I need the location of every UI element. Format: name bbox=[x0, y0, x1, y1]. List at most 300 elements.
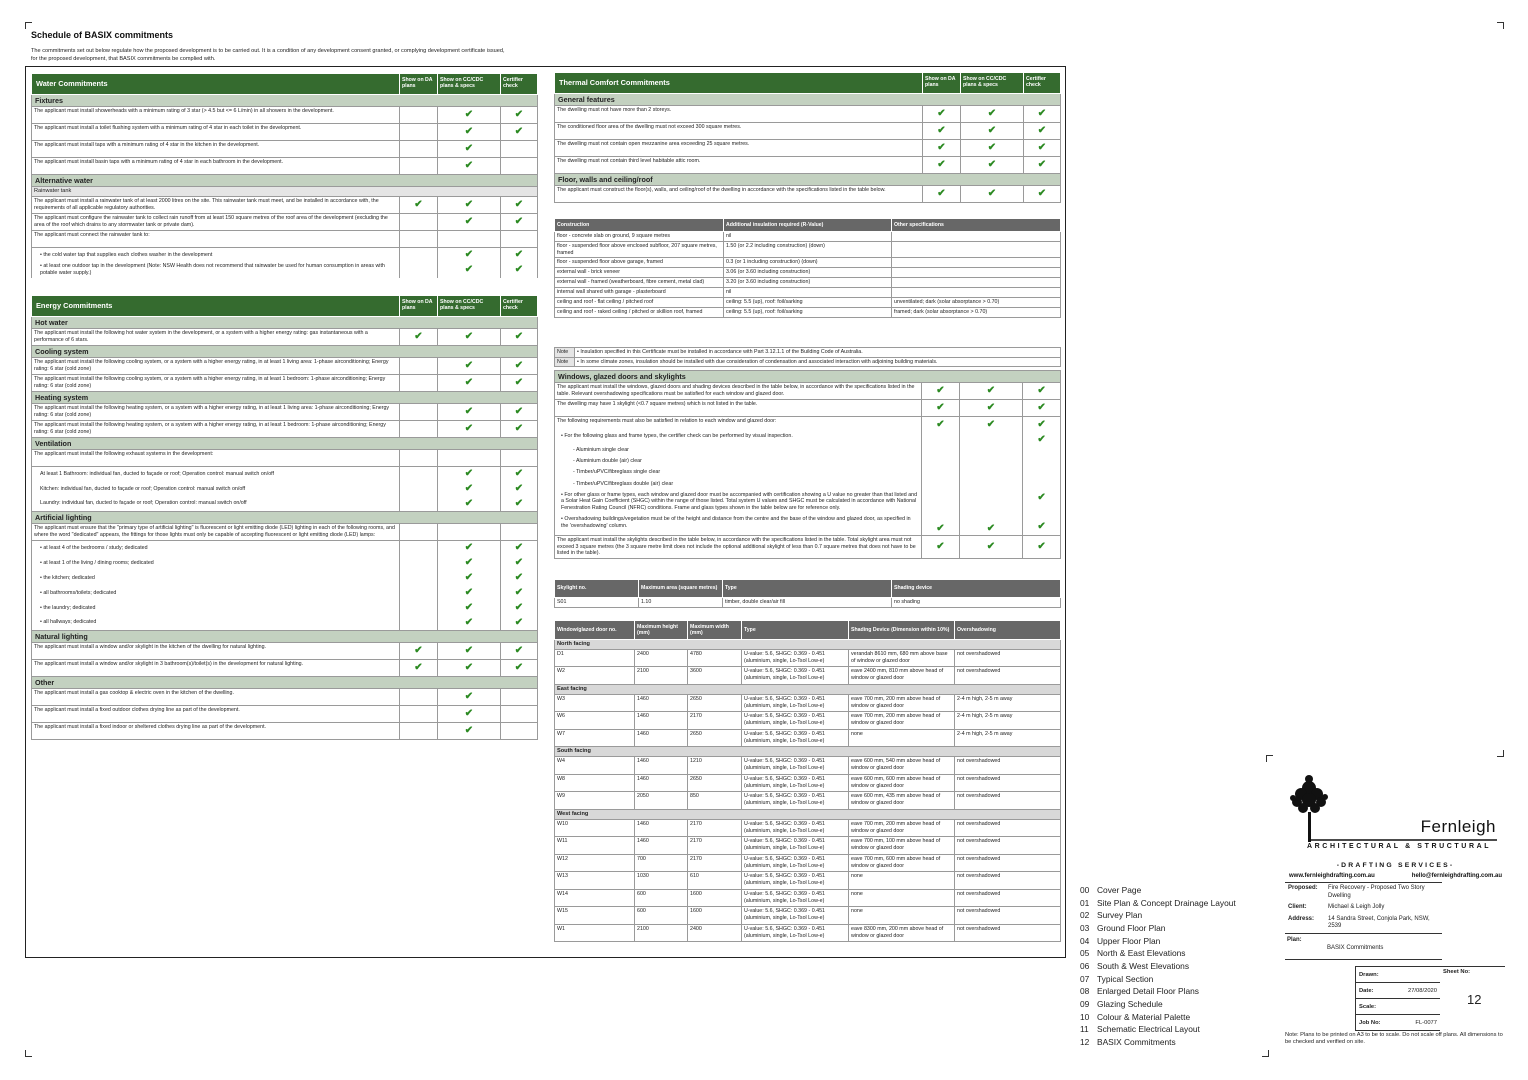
tick-cell bbox=[400, 467, 438, 482]
commitment-row bbox=[32, 107, 538, 124]
window-row bbox=[555, 667, 1061, 685]
crop-mark bbox=[25, 22, 32, 29]
check-icon: ✔ bbox=[514, 557, 524, 568]
window-cell: W4 bbox=[555, 757, 635, 775]
check-icon: ✔ bbox=[464, 264, 474, 276]
category-label: Cooling system bbox=[32, 346, 538, 358]
commitment-text: • at least 1 of the living / dining rooms; dedicated bbox=[32, 556, 400, 571]
commitment-text: • at least 4 of the bedrooms / study; dedicated bbox=[32, 541, 400, 556]
check-icon: ✔ bbox=[464, 143, 474, 154]
drawing-list-item[interactable] bbox=[1080, 897, 1236, 910]
commitment-text: The applicant must configure the rainwater tank to collect rain runoff from at least 150 square metres of the roof area of the development (excluding the area of the roof which drains to any stormwater tank or private dam). bbox=[32, 213, 400, 230]
tick-cell bbox=[923, 106, 961, 123]
check-icon: ✔ bbox=[514, 572, 524, 583]
window-cell: 700 bbox=[635, 854, 688, 872]
tick-cell bbox=[501, 706, 538, 723]
commitment-text: The applicant must install a window and/or skylight in the kitchen of the dwelling for natural lighting. bbox=[32, 643, 400, 660]
check-icon: ✔ bbox=[1037, 540, 1046, 552]
window-row bbox=[555, 757, 1061, 775]
window-cell: verandah 8610 mm, 680 mm above base of window or glazed door bbox=[849, 649, 955, 667]
window-cell: not overshadowed bbox=[955, 907, 1061, 925]
commitment-text: Laundry: individual fan, ducted to façade or roof; Operation control: manual switch on/off bbox=[32, 497, 400, 512]
window-row bbox=[555, 694, 1061, 712]
check-icon: ✔ bbox=[936, 385, 945, 396]
commitment-text: The applicant must install a gas cooktop & electric oven in the kitchen of the dwelling. bbox=[32, 689, 400, 706]
drawing-number: 05 bbox=[1080, 948, 1090, 959]
window-cell: 610 bbox=[688, 872, 742, 890]
page-title: Schedule of BASIX commitments bbox=[31, 30, 174, 40]
commitment-text: The applicant must construct the floor(s), walls, and ceiling/roof of the dwelling in accordance with the specifications listed in the table below. bbox=[555, 186, 923, 203]
tick-cell bbox=[501, 689, 538, 706]
check-icon: ✔ bbox=[464, 708, 474, 719]
tick-cell bbox=[961, 157, 1024, 174]
drawing-name: South & West Elevations bbox=[1097, 960, 1190, 971]
category-label: Heating system bbox=[32, 392, 538, 404]
window-row bbox=[555, 907, 1061, 925]
window-cell: W12 bbox=[555, 854, 635, 872]
tick-cell bbox=[501, 541, 538, 556]
skylight-col-header: Maximum area (square metres) bbox=[639, 580, 723, 598]
tick-cell bbox=[501, 230, 538, 247]
tick-cell bbox=[400, 723, 438, 740]
commitment-text: • the cold water tap that supplies each clothes washer in the development bbox=[32, 247, 400, 262]
check-icon: ✔ bbox=[464, 126, 474, 137]
window-cell: none bbox=[849, 907, 955, 925]
drawing-name: Schematic Electrical Layout bbox=[1097, 1024, 1200, 1035]
construction-row bbox=[555, 278, 1061, 288]
section-header bbox=[32, 74, 538, 95]
check-icon: ✔ bbox=[514, 497, 524, 509]
check-icon: ✔ bbox=[514, 587, 524, 598]
category-row bbox=[32, 631, 538, 643]
check-icon: ✔ bbox=[464, 542, 474, 554]
check-icon: ✔ bbox=[986, 523, 996, 534]
window-row bbox=[555, 837, 1061, 855]
tick-cell bbox=[501, 450, 538, 467]
tick-cell bbox=[400, 524, 438, 541]
drawing-list-item[interactable] bbox=[1080, 1011, 1236, 1024]
drawing-list-item[interactable] bbox=[1080, 935, 1236, 948]
tick-cell bbox=[438, 421, 501, 438]
drawing-number: 09 bbox=[1080, 998, 1090, 1009]
window-cell: 1600 bbox=[688, 907, 742, 925]
check-icon: ✔ bbox=[986, 419, 996, 430]
construction-cell: floor - suspended floor above garage, framed bbox=[555, 258, 724, 268]
construction-table bbox=[554, 218, 1060, 318]
drawing-name: North & East Elevations bbox=[1097, 948, 1186, 959]
commitment-row bbox=[32, 524, 538, 541]
commitment-row bbox=[32, 586, 538, 601]
commitment-text: The dwelling must not contain third level habitable attic room. bbox=[555, 157, 923, 174]
tick-cell bbox=[1024, 186, 1061, 203]
tick-cell bbox=[1023, 383, 1061, 400]
tick-cell bbox=[923, 186, 961, 203]
window-cell: eave 700 mm, 600 mm above head of window or glazed door bbox=[849, 854, 955, 872]
commitment-row bbox=[555, 186, 1061, 203]
tick-cell bbox=[501, 723, 538, 740]
window-cell: eave 700 mm, 100 mm above head of window or glazed door bbox=[849, 837, 955, 855]
drawing-list-item[interactable] bbox=[1080, 1036, 1236, 1049]
category-row bbox=[32, 392, 538, 404]
firm-name: Fernleigh bbox=[1420, 817, 1496, 836]
window-cell: not overshadowed bbox=[955, 649, 1061, 667]
crop-mark bbox=[25, 1050, 32, 1057]
window-cell: W2 bbox=[555, 667, 635, 685]
tick-cell bbox=[438, 616, 501, 631]
check-icon: ✔ bbox=[464, 572, 474, 583]
thermal-commitments bbox=[554, 72, 1060, 203]
skylight-cell: S01 bbox=[555, 598, 639, 608]
category-row bbox=[555, 94, 1061, 106]
tick-cell bbox=[960, 400, 1023, 417]
tick-cell bbox=[400, 230, 438, 247]
window-cell: eave 600 mm, 540 mm above head of window or glazed door bbox=[849, 757, 955, 775]
tick-cell bbox=[1024, 140, 1061, 157]
window-cell: not overshadowed bbox=[955, 854, 1061, 872]
window-cell: U-value: 5.6, SHGC: 0.369 - 0.451 (aluminium, single, Lo-Tsol Low-e) bbox=[742, 729, 849, 747]
tick-cell bbox=[960, 383, 1023, 400]
tick-cell bbox=[438, 158, 501, 175]
construction-cell bbox=[892, 242, 1061, 258]
window-cell: W11 bbox=[555, 837, 635, 855]
check-icon: ✔ bbox=[464, 483, 474, 494]
drawing-list-item[interactable] bbox=[1080, 884, 1236, 897]
check-icon: ✔ bbox=[514, 215, 524, 227]
glass-type-item: - Timber/uPVC/fibreglass single clear bbox=[573, 469, 661, 476]
window-cell: eave 2400 mm, 810 mm above head of window or glazed door bbox=[849, 667, 955, 685]
check-icon: ✔ bbox=[414, 198, 423, 210]
window-cell: U-value: 5.6, SHGC: 0.369 - 0.451 (aluminium, single, Lo-Tsol Low-e) bbox=[742, 907, 849, 925]
check-icon: ✔ bbox=[464, 331, 474, 342]
window-cell: U-value: 5.6, SHGC: 0.369 - 0.451 (aluminium, single, Lo-Tsol Low-e) bbox=[742, 667, 849, 685]
drawing-name: Glazing Schedule bbox=[1097, 998, 1163, 1009]
check-icon: ✔ bbox=[1037, 402, 1046, 413]
sheet-meta bbox=[1355, 966, 1505, 1026]
check-icon: ✔ bbox=[514, 662, 524, 673]
commitment-row bbox=[555, 106, 1061, 123]
window-row bbox=[555, 792, 1061, 810]
commitment-row bbox=[32, 616, 538, 631]
construction-row bbox=[555, 268, 1061, 278]
column-header-cc: Show on CC/CDC plans & specs bbox=[438, 74, 501, 95]
check-icon: ✔ bbox=[464, 725, 474, 736]
window-cell: 1600 bbox=[688, 889, 742, 907]
window-cell: W13 bbox=[555, 872, 635, 890]
tick-cell bbox=[501, 141, 538, 158]
window-cell: none bbox=[849, 889, 955, 907]
tick-cell bbox=[438, 556, 501, 571]
windows-commitments bbox=[554, 370, 1060, 559]
window-cell: none bbox=[849, 729, 955, 747]
category-label: Ventilation bbox=[32, 438, 538, 450]
category-label: Alternative water bbox=[32, 175, 538, 187]
tick-cell bbox=[400, 571, 438, 586]
category-row bbox=[555, 174, 1061, 186]
commitment-row bbox=[32, 375, 538, 392]
check-icon: ✔ bbox=[936, 523, 945, 534]
window-cell: W3 bbox=[555, 694, 635, 712]
firm-services: -DRAFTING SERVICES- bbox=[1336, 862, 1455, 869]
tick-cell bbox=[438, 571, 501, 586]
drawing-list-item[interactable] bbox=[1080, 985, 1236, 998]
plan-value: BASIX Commitments bbox=[1327, 944, 1384, 951]
commitment-row bbox=[32, 124, 538, 141]
check-icon: ✔ bbox=[987, 142, 997, 153]
tick-cell bbox=[438, 586, 501, 601]
commitment-row bbox=[32, 158, 538, 175]
drawing-list-item[interactable] bbox=[1080, 947, 1236, 960]
commitment-row bbox=[555, 536, 1061, 559]
drawing-list-item[interactable] bbox=[1080, 922, 1236, 935]
tick-cell bbox=[501, 601, 538, 616]
check-icon: ✔ bbox=[514, 264, 524, 276]
construction-cell bbox=[892, 258, 1061, 268]
commitment-text: The applicant must install a fixed indoor or sheltered clothes drying line as part of the development. bbox=[32, 723, 400, 740]
check-icon: ✔ bbox=[937, 125, 946, 136]
window-cell: eave 700 mm, 200 mm above head of window or glazed door bbox=[849, 819, 955, 837]
glazing-col-header: Maximum width (mm) bbox=[688, 621, 742, 640]
window-cell: 1460 bbox=[635, 837, 688, 855]
orientation-row bbox=[555, 684, 1061, 694]
window-cell: eave 600 mm, 435 mm above head of window or glazed door bbox=[849, 792, 955, 810]
window-cell: 3600 bbox=[688, 667, 742, 685]
tick-cell bbox=[923, 123, 961, 140]
drawing-list bbox=[1080, 884, 1236, 1049]
date-value: 27/08/2020 bbox=[1407, 987, 1437, 994]
tick-cell bbox=[400, 616, 438, 631]
check-icon: ✔ bbox=[1037, 125, 1047, 136]
window-cell: not overshadowed bbox=[955, 667, 1061, 685]
window-cell: 2400 bbox=[688, 924, 742, 942]
orientation-label: North facing bbox=[555, 640, 1061, 650]
tick-cell bbox=[438, 124, 501, 141]
commitment-row bbox=[555, 417, 1061, 536]
commitment-text: The applicant must install the windows, glazed doors and shading devices described in the table below, in accordance with the specifications listed in the table. Relevant overshadowing specifications must be satisfied for each window and glazed door. bbox=[555, 383, 922, 400]
category-label: Fixtures bbox=[32, 95, 538, 107]
tick-cell bbox=[438, 404, 501, 421]
window-cell: 1460 bbox=[635, 712, 688, 730]
window-cell: W9 bbox=[555, 792, 635, 810]
commitment-text: The dwelling may have 1 skylight (<0.7 square metres) which is not listed in the table. bbox=[555, 400, 922, 417]
tick-cell bbox=[400, 329, 438, 346]
section-title: Energy Commitments bbox=[32, 296, 400, 317]
tick-cell bbox=[1024, 123, 1061, 140]
check-icon: ✔ bbox=[987, 188, 997, 199]
check-icon: ✔ bbox=[1037, 159, 1047, 170]
tick-cell bbox=[960, 536, 1023, 559]
tick-cell bbox=[400, 706, 438, 723]
check-icon: ✔ bbox=[414, 331, 423, 342]
window-cell: not overshadowed bbox=[955, 757, 1061, 775]
commitment-text: The applicant must install basin taps with a minimum rating of 4 star in each bathroom in the development. bbox=[32, 158, 400, 175]
tick-cell bbox=[501, 643, 538, 660]
sheet-box bbox=[1440, 966, 1505, 1026]
check-icon: ✔ bbox=[987, 159, 997, 170]
construction-row bbox=[555, 308, 1061, 318]
project-info bbox=[1285, 882, 1442, 934]
tick-cell bbox=[501, 524, 538, 541]
note-text: • In some climate zones, insulation should be installed with due consideration of condensation and associated interaction with adjoining building materials. bbox=[575, 357, 1061, 367]
drawing-name: Upper Floor Plan bbox=[1097, 935, 1161, 946]
tick-cell bbox=[501, 107, 538, 124]
tick-cell bbox=[501, 329, 538, 346]
commitment-text: The applicant must install a rainwater tank of at least 2000 litres on the site. This rainwater tank must meet, and be installed in accordance with, the requirements of all applicable regulatory authorities. bbox=[32, 196, 400, 213]
commitment-row bbox=[555, 157, 1061, 174]
tick-cell bbox=[438, 467, 501, 482]
drawing-list-item[interactable] bbox=[1080, 909, 1236, 922]
column-header-da: Show on DA plans bbox=[400, 74, 438, 95]
window-cell: U-value: 5.6, SHGC: 0.369 - 0.451 (aluminium, single, Lo-Tsol Low-e) bbox=[742, 819, 849, 837]
note-text: • Insulation specified in this Certificate must be installed in accordance with Part 3.12.1.1 of the Building Code of Australia. bbox=[575, 348, 1061, 358]
job-value: FL-0077 bbox=[1415, 1019, 1437, 1026]
window-cell: 2170 bbox=[688, 819, 742, 837]
tick-cell bbox=[400, 158, 438, 175]
drawing-name: BASIX Commitments bbox=[1097, 1036, 1176, 1047]
subcategory-row bbox=[32, 187, 538, 197]
window-cell: eave 8300 mm, 200 mm above head of window or glazed door bbox=[849, 924, 955, 942]
tick-cell bbox=[501, 247, 538, 262]
tick-cell bbox=[400, 375, 438, 392]
construction-cell: 0.3 (or 1 including construction) (down) bbox=[724, 258, 892, 268]
tick-cell bbox=[501, 421, 538, 438]
window-row bbox=[555, 774, 1061, 792]
tick-cell bbox=[400, 107, 438, 124]
commitment-text: The applicant must install the following heating system, or a system with a higher energy rating, in at least 1 living area: 1-phase airconditioning; Energy rating: 6 star (cold zone) bbox=[32, 404, 400, 421]
firm-website[interactable]: www.fernleighdrafting.com.au bbox=[1289, 873, 1375, 879]
tick-cell bbox=[1024, 157, 1061, 174]
check-icon: ✔ bbox=[1037, 419, 1046, 430]
construction-cell: nil bbox=[724, 288, 892, 298]
commitment-row bbox=[32, 497, 538, 512]
window-cell: D1 bbox=[555, 649, 635, 667]
commitment-text: The applicant must install showerheads with a minimum rating of 3 star (> 4.5 but <= 6 L/min) in all showers in the development. bbox=[32, 107, 400, 124]
window-cell: U-value: 5.6, SHGC: 0.369 - 0.451 (aluminium, single, Lo-Tsol Low-e) bbox=[742, 854, 849, 872]
crop-mark bbox=[1497, 750, 1504, 757]
crop-mark bbox=[1266, 755, 1273, 762]
column-header-cc: Show on CC/CDC plans & specs bbox=[438, 296, 501, 317]
note-row bbox=[555, 357, 1061, 367]
commitment-row bbox=[32, 571, 538, 586]
commitment-row bbox=[32, 404, 538, 421]
tick-cell bbox=[400, 124, 438, 141]
commitment-row bbox=[555, 400, 1061, 417]
window-cell: not overshadowed bbox=[955, 872, 1061, 890]
tick-cell bbox=[400, 497, 438, 512]
category-row bbox=[32, 95, 538, 107]
construction-cell: ceiling: 5.5 (up), roof: foil/sarking bbox=[724, 298, 892, 308]
check-icon: ✔ bbox=[986, 540, 996, 552]
tick-cell bbox=[501, 467, 538, 482]
commitment-row bbox=[32, 467, 538, 482]
check-icon: ✔ bbox=[514, 109, 524, 120]
drawing-number: 12 bbox=[1080, 1036, 1090, 1047]
drawing-list-item[interactable] bbox=[1080, 973, 1236, 986]
window-row bbox=[555, 819, 1061, 837]
construction-cell: nil bbox=[724, 232, 892, 242]
window-cell: U-value: 5.6, SHGC: 0.369 - 0.451 (aluminium, single, Lo-Tsol Low-e) bbox=[742, 694, 849, 712]
tick-cell bbox=[438, 723, 501, 740]
check-icon: ✔ bbox=[464, 360, 474, 371]
check-icon: ✔ bbox=[514, 406, 524, 417]
window-cell: 1460 bbox=[635, 774, 688, 792]
tick-cell bbox=[438, 706, 501, 723]
section-title: Water Commitments bbox=[32, 74, 400, 95]
construction-cell: 3.06 (or 3.60 including construction) bbox=[724, 268, 892, 278]
commitment-text: The applicant must install the following exhaust systems in the development: bbox=[32, 450, 400, 467]
tick-cell bbox=[961, 123, 1024, 140]
crop-mark bbox=[1497, 22, 1504, 29]
check-icon: ✔ bbox=[937, 188, 946, 199]
column-header-da: Show on DA plans bbox=[923, 73, 961, 94]
check-icon: ✔ bbox=[414, 662, 423, 673]
tick-cell bbox=[438, 660, 501, 677]
drawing-list-item[interactable] bbox=[1080, 1023, 1236, 1036]
drawing-list-item[interactable] bbox=[1080, 960, 1236, 973]
check-icon: ✔ bbox=[514, 360, 524, 371]
proposed-value: Fire Recovery - Proposed Two Story Dwelling bbox=[1328, 885, 1425, 899]
window-cell: not overshadowed bbox=[955, 889, 1061, 907]
commitment-text: The conditioned floor area of the dwelling must not exceed 300 square metres. bbox=[555, 123, 923, 140]
check-icon: ✔ bbox=[464, 468, 474, 480]
print-note: Note: Plans to be printed on A3 to be to scale. Do not scale off plans. All dimensions to be checked and verified on site. bbox=[1285, 1032, 1503, 1046]
check-icon: ✔ bbox=[986, 385, 996, 396]
plan-label: Plan: bbox=[1287, 936, 1302, 943]
check-icon: ✔ bbox=[514, 602, 524, 613]
tick-cell bbox=[501, 571, 538, 586]
tick-cell bbox=[1023, 536, 1061, 559]
tick-cell bbox=[400, 141, 438, 158]
construction-cell: floor - concrete slab on ground, 9 square metres bbox=[555, 232, 724, 242]
tick-cell bbox=[501, 158, 538, 175]
window-cell: not overshadowed bbox=[955, 792, 1061, 810]
drawing-name: Survey Plan bbox=[1097, 910, 1143, 921]
commitment-row bbox=[32, 660, 538, 677]
commitment-row bbox=[32, 358, 538, 375]
skylight-cell: timber, double clear/air fill bbox=[723, 598, 892, 608]
commitment-text: The applicant must install a toilet flushing system with a minimum rating of 4 star in each toilet in the development. bbox=[32, 124, 400, 141]
commitment-row bbox=[32, 482, 538, 497]
tick-cell bbox=[438, 230, 501, 247]
skylight-col-header: Shading device bbox=[892, 580, 1061, 598]
plan-box bbox=[1285, 934, 1442, 960]
check-icon: ✔ bbox=[464, 198, 474, 210]
check-icon: ✔ bbox=[464, 249, 474, 261]
commitment-row bbox=[32, 230, 538, 247]
drawing-list-item[interactable] bbox=[1080, 998, 1236, 1011]
commitment-text: The dwelling must not have more than 2 storeys. bbox=[555, 106, 923, 123]
firm-email[interactable]: hello@fernleighdrafting.com.au bbox=[1411, 873, 1502, 879]
construction-row bbox=[555, 288, 1061, 298]
commitment-row bbox=[555, 383, 1061, 400]
commitment-row bbox=[32, 643, 538, 660]
window-cell: 1460 bbox=[635, 819, 688, 837]
construction-col-header: Other specifications bbox=[892, 219, 1061, 232]
insulation-notes bbox=[554, 347, 1060, 367]
tick-cell bbox=[400, 247, 438, 262]
section-header bbox=[32, 296, 538, 317]
commitment-row bbox=[32, 541, 538, 556]
check-icon: ✔ bbox=[936, 419, 945, 430]
note-label: Note bbox=[555, 357, 575, 367]
tick-cell bbox=[400, 586, 438, 601]
construction-cell: floor - suspended floor above enclosed subfloor, 207 square metres, framed bbox=[555, 242, 724, 258]
drawing-number: 10 bbox=[1080, 1011, 1090, 1022]
tick-cell bbox=[438, 643, 501, 660]
category-label: Natural lighting bbox=[32, 631, 538, 643]
commitment-row bbox=[32, 141, 538, 158]
energy-commitments bbox=[31, 295, 537, 740]
window-cell: U-value: 5.6, SHGC: 0.369 - 0.451 (aluminium, single, Lo-Tsol Low-e) bbox=[742, 872, 849, 890]
